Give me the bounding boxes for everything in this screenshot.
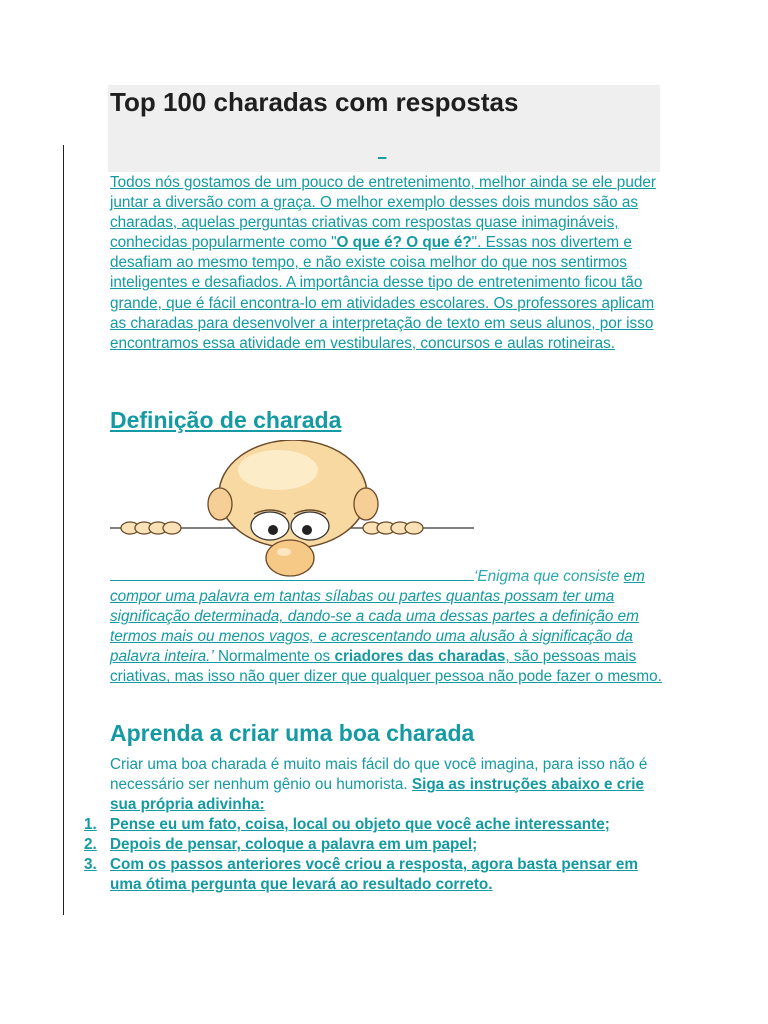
intro-text-2: ". Essas nos divertem e desafiam ao mesmo tempo, e não existe coisa melhor do que nos sentirmos inteligentes e desafiados. A importância desse tipo de entretenimento ficou tão grande, que é fácil encontra-lo em atividades escolares. Os professores aplicam as charadas para desenvolver a interpretação de texto em seus alunos, por isso encontramos essa atividade em vestibulares, concursos e aulas rotineiras. xyxy=(110,234,655,352)
learn-paragraph xyxy=(110,755,662,815)
step-text: Depois de pensar, coloque a palavra em um papel; xyxy=(110,836,478,854)
intro-paragraph[interactable] xyxy=(110,173,662,354)
learn-heading: Aprenda a criar uma boa charada xyxy=(110,720,475,746)
intro-text-1: Todos nós gostamos de um pouco de entretenimento, melhor ainda se ele puder juntar a diversão com a graça. O melhor exemplo desses dois mundos são as charadas, aquelas perguntas criativas com respostas quase inimagináveis, conhecidas popularmente como " xyxy=(110,174,656,252)
step-text: Pense eu um fato, coisa, local ou objeto que você ache interessante; xyxy=(110,816,610,833)
definition-text-1: Normalmente os xyxy=(213,648,335,666)
quote-leading-underline xyxy=(110,568,474,581)
step-number: 3. xyxy=(84,856,97,874)
learn-text: Criar uma boa charada é muito mais fácil do que você imagina, para isso não é necessário ser nenhum gênio ou humorista. xyxy=(110,756,648,794)
definition-quote: em compor uma palavra em tantas sílabas ou partes quantas possam ter uma significação determinada, dando-se a cada uma dessas partes a definição em termos mais ou menos vagos, e acrescentando uma alusão à significação da palavra inteira.’ xyxy=(110,568,645,666)
margin-change-bar xyxy=(63,145,64,915)
peeking-bald-man-cartoon-icon xyxy=(108,440,478,580)
list-item[interactable] xyxy=(80,815,662,835)
quote-lead: ‘Enigma que consiste xyxy=(474,568,620,585)
list-item[interactable] xyxy=(80,835,662,855)
title-underscore-link[interactable]: _ xyxy=(378,143,387,160)
list-item[interactable] xyxy=(80,855,662,895)
definition-text-2: , são pessoas mais criativas, mas isso não quer dizer que qualquer pessoa não pode fazer o mesmo. xyxy=(110,648,662,686)
steps-list xyxy=(80,815,662,895)
definition-paragraph[interactable] xyxy=(110,567,662,688)
definition-bold-phrase: criadores das charadas xyxy=(334,648,506,666)
definition-heading[interactable]: Definição de charada xyxy=(110,407,342,433)
title-box xyxy=(108,85,660,172)
step-number: 2. xyxy=(84,836,97,854)
step-text: Com os passos anteriores você criou a resposta, agora basta pensar em uma ótima pergunta que levará ao resultado correto. xyxy=(110,856,638,894)
step-number: 1. xyxy=(84,816,97,833)
page-title: Top 100 charadas com respostas xyxy=(110,87,519,117)
learn-bold-link[interactable]: Siga as instruções abaixo e crie sua própria adivinha: xyxy=(110,776,644,814)
intro-bold-phrase: O que é? O que é? xyxy=(336,234,472,252)
